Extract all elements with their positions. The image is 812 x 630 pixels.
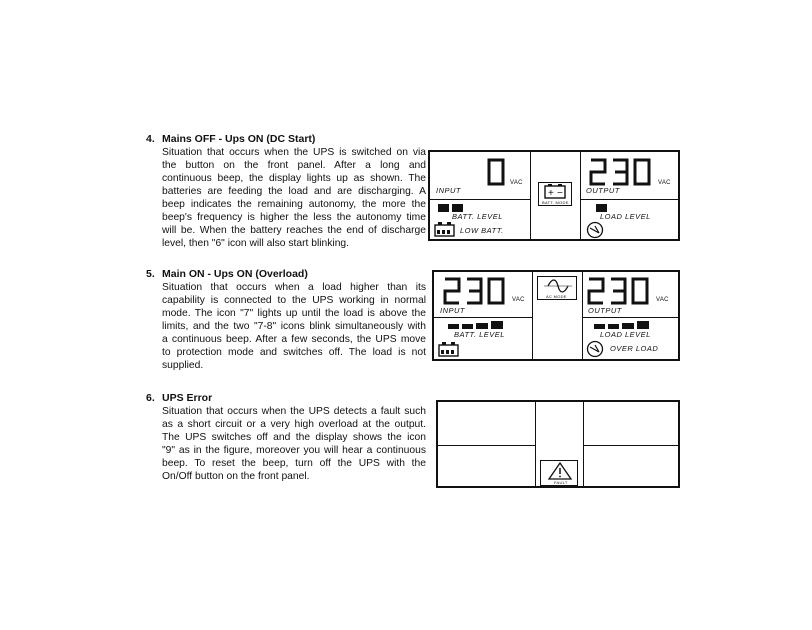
battery-mode-indicator bbox=[538, 182, 572, 206]
load-level-bars bbox=[594, 321, 652, 329]
battery-level-bars bbox=[448, 321, 506, 329]
body-line: beep. To reset the beep, turn off the UPS with the bbox=[162, 458, 426, 469]
body-line: Situation that occurs when a load higher than its bbox=[162, 282, 426, 293]
load-level-bar bbox=[637, 321, 649, 329]
battery-level-bar bbox=[491, 321, 503, 329]
body-line: beep's frequency is higher the less the autonomy time bbox=[162, 212, 426, 223]
battery-level-bar bbox=[452, 204, 463, 212]
load-level-bars bbox=[596, 204, 610, 212]
output-voltage-display bbox=[586, 277, 658, 307]
input-label: INPUT bbox=[436, 186, 461, 195]
section-title: 5. Main ON - Ups ON (Overload) bbox=[146, 268, 308, 280]
section-overload bbox=[146, 268, 426, 372]
battery-level-bar bbox=[462, 324, 473, 329]
output-unit: VAC bbox=[656, 297, 669, 303]
fault-indicator bbox=[540, 460, 578, 486]
input-unit: VAC bbox=[512, 297, 525, 303]
load-level-bar bbox=[608, 324, 619, 329]
section-title: 4. Mains OFF - Ups ON (DC Start) bbox=[146, 133, 316, 145]
ac-wave-icon bbox=[538, 277, 578, 293]
body-line: to protection mode and switches off. The load is not bbox=[162, 347, 426, 358]
input-unit: VAC bbox=[510, 180, 523, 186]
load-level-label: LOAD LEVEL bbox=[600, 330, 651, 339]
battery-icon bbox=[438, 342, 460, 358]
body-line: a continuous beep. After a few seconds, the UPS move bbox=[162, 334, 426, 345]
low-batt-label: LOW BATT. bbox=[460, 226, 504, 235]
load-level-icon bbox=[586, 221, 604, 239]
body-line: level, then "6" icon will also start blinking. bbox=[162, 238, 350, 249]
lcd-panel-dc-start bbox=[428, 150, 680, 241]
load-level-bar bbox=[594, 324, 605, 329]
section-ups-error bbox=[146, 392, 426, 483]
section-dc-start bbox=[146, 133, 426, 250]
body-line: continuous beep, the display lights up as shown. The bbox=[162, 173, 426, 184]
output-label: OUTPUT bbox=[588, 306, 622, 315]
body-line: On/Off button on the front panel. bbox=[162, 471, 310, 482]
output-unit: VAC bbox=[658, 180, 671, 186]
low-battery-icon bbox=[434, 222, 456, 238]
input-voltage-display bbox=[486, 158, 508, 188]
body-line: capability is connected to the UPS working in normal bbox=[162, 295, 426, 306]
fault-label: FAULT bbox=[554, 480, 568, 485]
body-line: limits, and the two "7-8" icons blink simultaneously with bbox=[162, 321, 426, 332]
batt-level-label: BATT. LEVEL bbox=[454, 330, 505, 339]
mode-label: AC MODE bbox=[546, 294, 567, 299]
load-level-icon bbox=[586, 340, 604, 358]
load-level-label: LOAD LEVEL bbox=[600, 212, 651, 221]
input-label: INPUT bbox=[440, 306, 465, 315]
section-title: 6. UPS Error bbox=[146, 392, 213, 404]
body-line: Situation that occurs when the UPS detects a fault such bbox=[162, 406, 426, 417]
battery-icon bbox=[539, 183, 573, 201]
lcd-panel-overload bbox=[432, 270, 680, 361]
batt-level-label: BATT. LEVEL bbox=[452, 212, 503, 221]
body-line: as a short circuit or a very high overload at the output. bbox=[162, 419, 426, 430]
output-voltage-display bbox=[588, 158, 660, 188]
section-body bbox=[162, 405, 426, 483]
body-line: beep indicates the remaining autonomy, the more the bbox=[162, 199, 426, 210]
body-line: will be. When the battery reaches the end of discharge bbox=[162, 225, 426, 236]
section-body bbox=[162, 281, 426, 372]
over-load-label: OVER LOAD bbox=[610, 344, 659, 353]
body-line: "9" as in the figure, moreover you will hear a continuous bbox=[162, 445, 426, 456]
battery-level-bars bbox=[438, 204, 466, 212]
body-line: Situation that occurs when the UPS is switched on via bbox=[162, 147, 426, 158]
body-line: mode. The icon "7" lights up until the load is above the bbox=[162, 308, 426, 319]
lcd-panel-error bbox=[436, 400, 680, 488]
output-label: OUTPUT bbox=[586, 186, 620, 195]
battery-level-bar bbox=[476, 323, 488, 329]
body-line: batteries are feeding the load and are discharging. A bbox=[162, 186, 426, 197]
battery-level-bar bbox=[448, 324, 459, 329]
battery-level-bar bbox=[438, 204, 449, 212]
body-line: supplied. bbox=[162, 360, 204, 371]
svg-text:−: − bbox=[557, 188, 563, 199]
mode-label: BATT. MODE bbox=[542, 200, 569, 205]
svg-text:+: + bbox=[548, 188, 554, 199]
body-line: the button on the front panel. After a long and bbox=[162, 160, 426, 171]
input-voltage-display bbox=[442, 277, 514, 307]
load-level-bar bbox=[596, 204, 607, 212]
section-body bbox=[162, 146, 426, 250]
ac-mode-indicator bbox=[537, 276, 577, 300]
fault-warning-icon bbox=[541, 461, 579, 481]
body-line: The UPS switches off and the display shows the icon bbox=[162, 432, 426, 443]
load-level-bar bbox=[622, 323, 634, 329]
